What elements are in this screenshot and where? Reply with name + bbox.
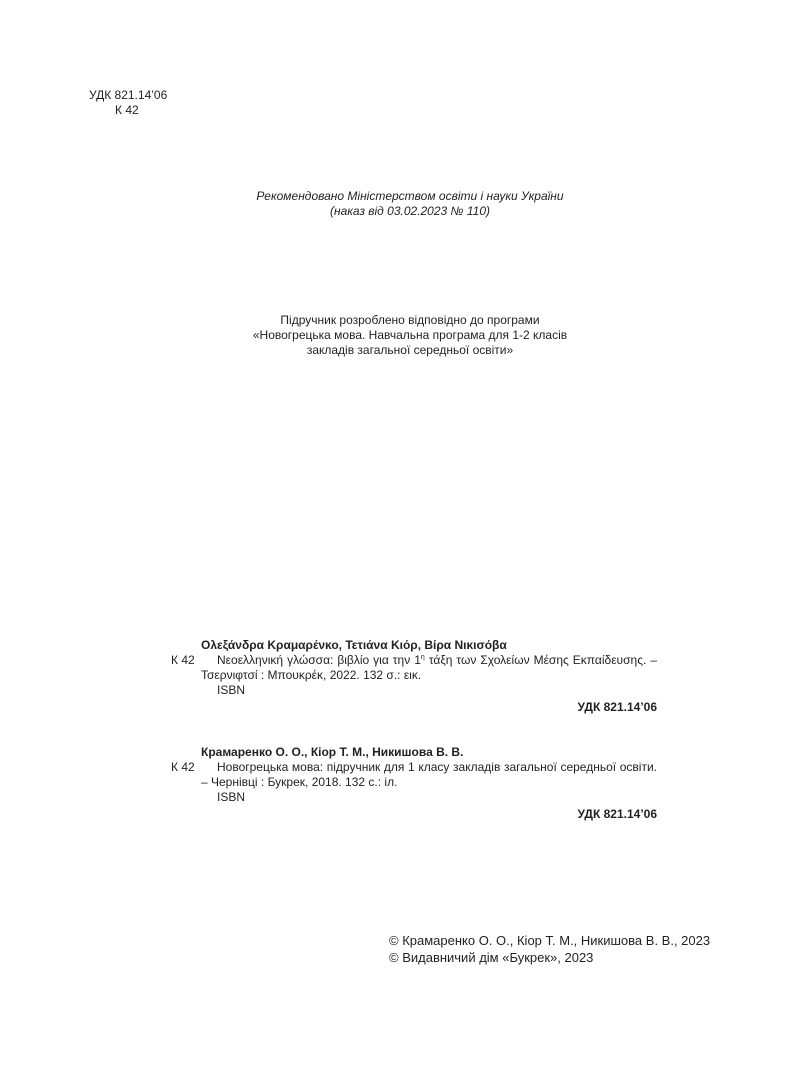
card-code: К 42 (171, 653, 195, 667)
card-udk: УДК 821.14’06 (577, 700, 657, 714)
card-description-part-2: τάξη των Σχολείων Μέσης Εκπαίδευσης. – Τσερνιφτσί : Μπουκρέκ, 2022. 132 σ.: εικ. (201, 653, 657, 682)
catalog-card-ukrainian (171, 745, 657, 822)
author-mark: К 42 (115, 103, 139, 117)
card-isbn: ISBN (217, 683, 246, 697)
card-description-part-1: Νεοελληνική γλώσσα: βιβλίο για την 1 (217, 653, 421, 667)
ministry-recommendation (200, 189, 620, 219)
card-code: К 42 (171, 760, 195, 774)
card-entry (171, 653, 657, 683)
copyright-authors: © Крамаренко О. О., Кіор Т. М., Никишова В. В., 2023 (389, 933, 711, 948)
udk-code: УДК 821.14’06 (89, 88, 168, 102)
card-udk: УДК 821.14’06 (577, 807, 657, 821)
copyright-publisher: © Видавничий дім «Букрек», 2023 (389, 950, 594, 965)
program-line-1: Підручник розроблено відповідно до програми (280, 313, 540, 327)
card-entry (171, 760, 657, 790)
udk-header (89, 88, 167, 118)
card-authors: Ολεξάνδρα Κραμαρένκο, Τετιάνα Κιόρ, Βίρα Νικισόβα (201, 638, 507, 652)
card-description (201, 653, 657, 683)
recommendation-line-2: (наказ від 03.02.2023 № 110) (329, 204, 490, 218)
card-description-superscript: η (420, 654, 425, 661)
program-note (200, 313, 620, 358)
card-isbn: ISBN (217, 790, 246, 804)
catalog-card-greek (171, 638, 657, 715)
recommendation-line-1: Рекомендовано Міністерством освіти і науки України (256, 189, 564, 203)
copyright-block (389, 932, 710, 966)
card-authors: Крамаренко О. О., Кіор Т. М., Никишова В. В. (201, 745, 464, 759)
card-description: Новогрецька мова: підручник для 1 класу закладів загальної середньої освіти. – Чернівці : Букрек, 2018. 132 с.: іл. (201, 760, 657, 789)
program-line-2: «Новогрецька мова. Навчальна програма для 1-2 класів (252, 328, 568, 342)
program-line-3: закладів загальної середньої освіти» (306, 343, 514, 357)
